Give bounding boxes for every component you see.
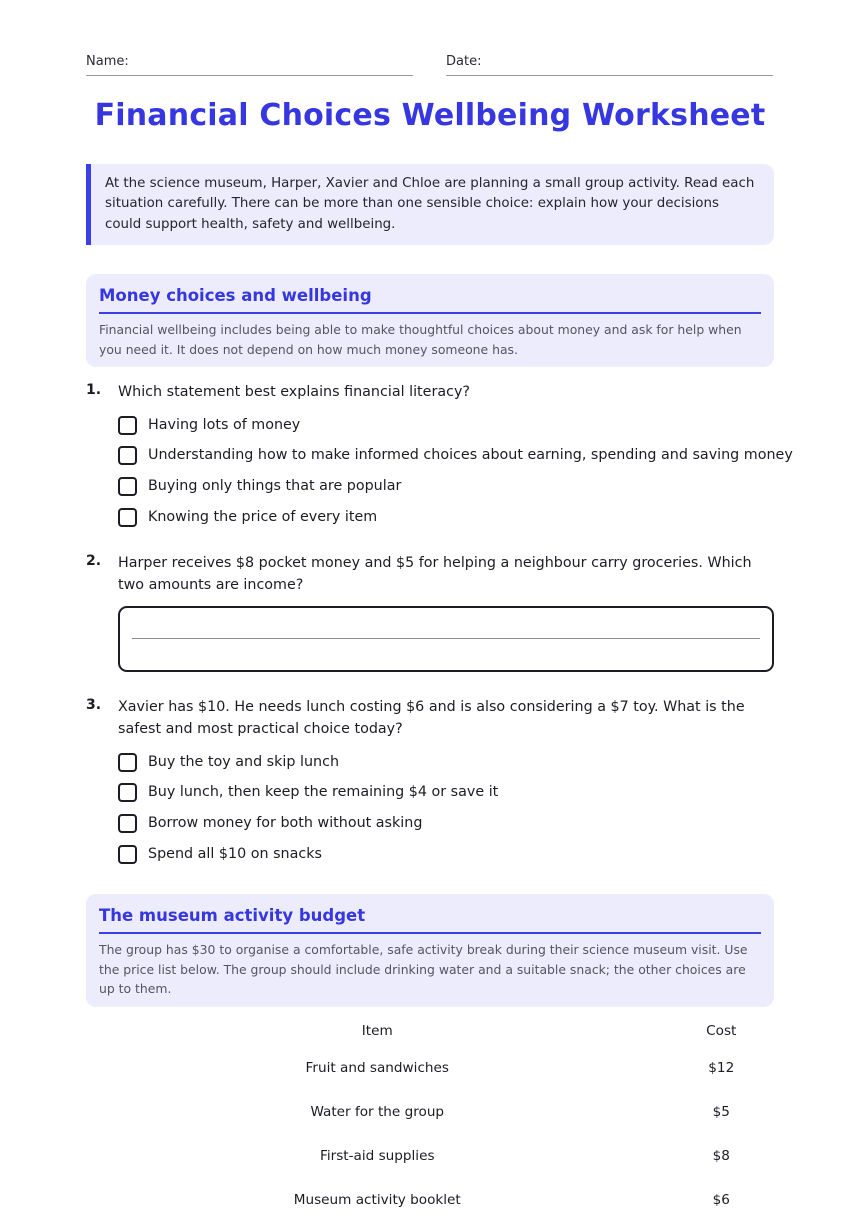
question-number: 1. — [86, 382, 102, 398]
question-text: Which statement best explains financial literacy? — [118, 384, 470, 400]
section-text: The group has $30 to organise a comfortable, safe activity break during their science museum visit. Use the price list below. The group should include drinking water and a suitable snack; the other choices are up to them. — [99, 942, 748, 996]
section-heading: The museum activity budget — [99, 894, 761, 934]
option-label: Understanding how to make informed choices about earning, spending and saving money — [148, 447, 793, 463]
item-cell: Museum activity booklet — [293, 1192, 461, 1208]
option-label: Buy the toy and skip lunch — [148, 754, 340, 770]
name-field[interactable] — [86, 54, 413, 76]
checkbox[interactable] — [118, 845, 137, 864]
price-table — [86, 1016, 774, 1222]
checkbox[interactable] — [118, 753, 137, 772]
date-label: Date: — [446, 54, 482, 69]
name-label: Name: — [86, 54, 129, 69]
item-cell: Water for the group — [310, 1104, 445, 1120]
section-money-choices — [86, 274, 774, 367]
date-field[interactable] — [446, 54, 773, 76]
cost-cell: $12 — [708, 1060, 735, 1076]
option-label: Borrow money for both without asking — [148, 815, 423, 831]
cost-cell: $8 — [712, 1148, 730, 1164]
option-1d[interactable] — [118, 505, 377, 529]
question-text: Harper receives $8 pocket money and $5 for helping a neighbour carry groceries. Which two amounts are income? — [118, 555, 752, 593]
table-header-row — [86, 1016, 774, 1046]
option-1b[interactable] — [118, 443, 793, 467]
option-label: Having lots of money — [148, 417, 301, 433]
answer-box[interactable] — [118, 606, 774, 672]
section-heading: Money choices and wellbeing — [99, 274, 761, 314]
checkbox[interactable] — [118, 477, 137, 496]
table-row — [86, 1178, 774, 1222]
intro-callout: At the science museum, Harper, Xavier and Chloe are planning a small group activity. Read each situation carefully. There can be more than one sensible choice: explain how your decisions could support health, safety and wellbeing. — [86, 164, 774, 245]
worksheet-title: Financial Choices Wellbeing Worksheet — [94, 98, 766, 133]
question-3 — [86, 697, 774, 872]
option-1a[interactable] — [118, 413, 300, 437]
column-header-cost: Cost — [706, 1023, 737, 1039]
table-row — [86, 1090, 774, 1134]
option-3d[interactable] — [118, 842, 322, 866]
question-text: Xavier has $10. He needs lunch costing $6 and is also considering a $7 toy. What is the safest and most practical choice today? — [118, 699, 745, 737]
checkbox[interactable] — [118, 508, 137, 527]
option-label: Knowing the price of every item — [148, 509, 378, 525]
section-museum-budget — [86, 894, 774, 1007]
column-header-item: Item — [361, 1023, 393, 1039]
option-1c[interactable] — [118, 474, 401, 498]
cost-cell: $6 — [712, 1192, 730, 1208]
table-row — [86, 1134, 774, 1178]
answer-line — [132, 638, 760, 639]
section-text: Financial wellbeing includes being able to make thoughtful choices about money and ask for help when you need it. It does not depend on how much money someone has. — [99, 322, 742, 357]
option-3c[interactable] — [118, 811, 422, 835]
item-cell: Fruit and sandwiches — [305, 1060, 449, 1076]
checkbox[interactable] — [118, 446, 137, 465]
option-3b[interactable] — [118, 780, 498, 804]
cost-cell: $5 — [712, 1104, 730, 1120]
question-number: 2. — [86, 553, 102, 569]
item-cell: First-aid supplies — [320, 1148, 435, 1164]
option-label: Buy lunch, then keep the remaining $4 or save it — [148, 784, 499, 800]
checkbox[interactable] — [118, 814, 137, 833]
option-label: Buying only things that are popular — [148, 478, 402, 494]
option-label: Spend all $10 on snacks — [148, 846, 322, 862]
checkbox[interactable] — [118, 783, 137, 802]
question-1 — [86, 382, 793, 532]
question-number: 3. — [86, 697, 102, 713]
option-3a[interactable] — [118, 750, 339, 774]
question-2 — [86, 553, 774, 601]
table-row — [86, 1046, 774, 1090]
checkbox[interactable] — [118, 416, 137, 435]
